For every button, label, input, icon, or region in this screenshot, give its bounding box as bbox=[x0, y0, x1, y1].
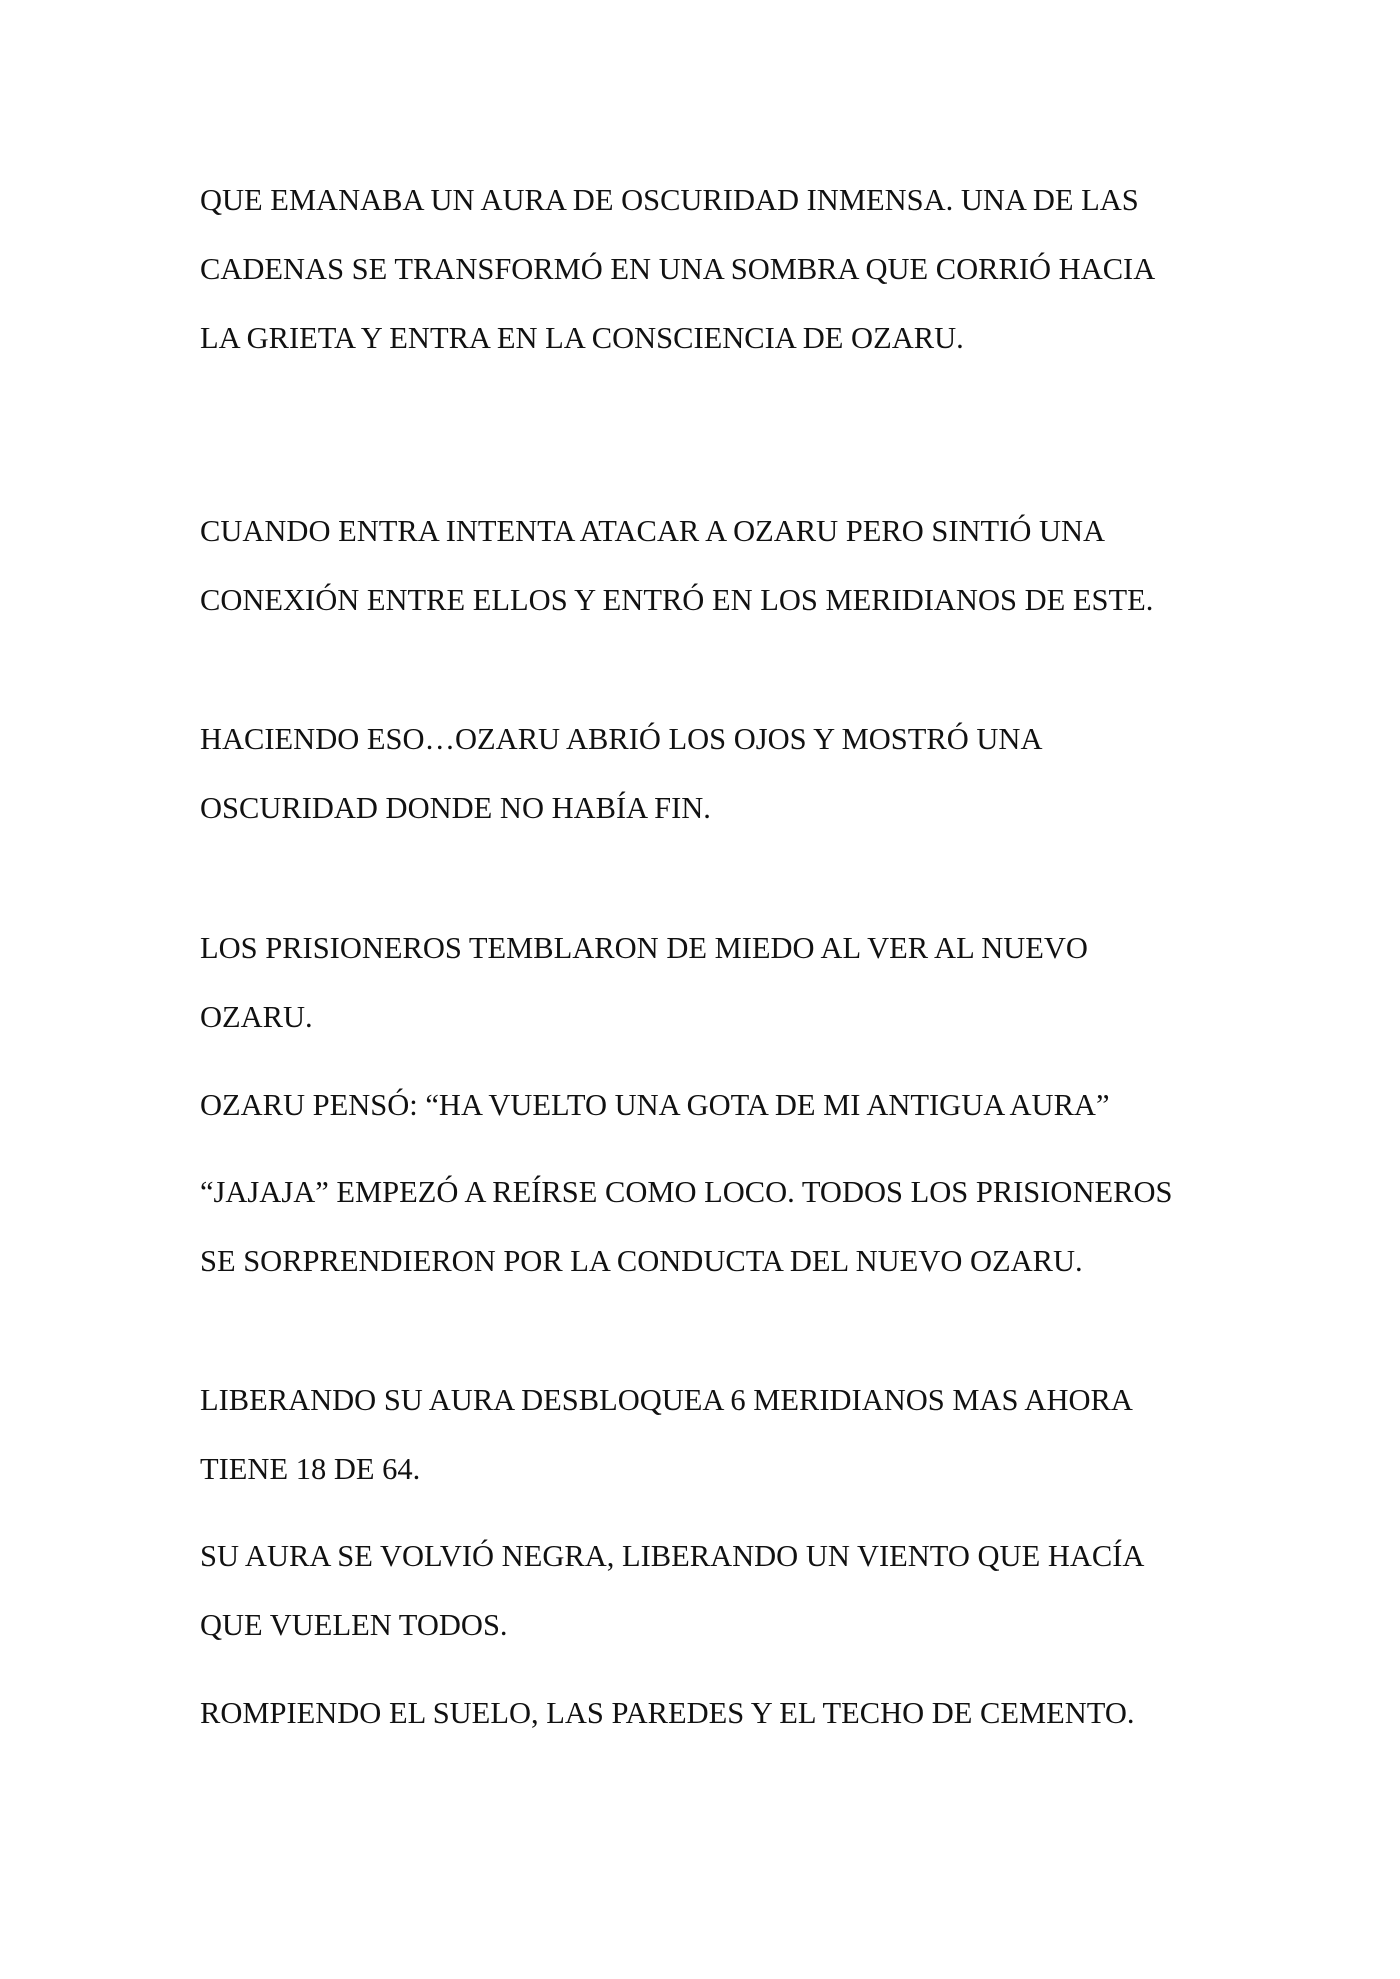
text-line-6: HACIENDO ESO…OZARU ABRIÓ LOS OJOS Y MOSTRÓ UNA bbox=[200, 722, 1043, 756]
text-line-10: OZARU PENSÓ: “HA VUELTO UNA GOTA DE MI ANTIGUA AURA” bbox=[200, 1088, 1110, 1122]
text-line-8: LOS PRISIONEROS TEMBLARON DE MIEDO AL VER AL NUEVO bbox=[200, 931, 1088, 965]
text-line-1: QUE EMANABA UN AURA DE OSCURIDAD INMENSA. UNA DE LAS bbox=[200, 183, 1139, 217]
text-line-7: OSCURIDAD DONDE NO HABÍA FIN. bbox=[200, 791, 711, 825]
text-line-16: QUE VUELEN TODOS. bbox=[200, 1608, 508, 1642]
text-line-14: TIENE 18 DE 64. bbox=[200, 1452, 421, 1486]
text-line-15: SU AURA SE VOLVIÓ NEGRA, LIBERANDO UN VIENTO QUE HACÍA bbox=[200, 1539, 1145, 1573]
text-line-17: ROMPIENDO EL SUELO, LAS PAREDES Y EL TECHO DE CEMENTO. bbox=[200, 1696, 1135, 1730]
text-line-12: SE SORPRENDIERON POR LA CONDUCTA DEL NUEVO OZARU. bbox=[200, 1244, 1083, 1278]
text-line-4: CUANDO ENTRA INTENTA ATACAR A OZARU PERO SINTIÓ UNA bbox=[200, 514, 1106, 548]
text-line-13: LIBERANDO SU AURA DESBLOQUEA 6 MERIDIANOS MAS AHORA bbox=[200, 1383, 1133, 1417]
text-line-3: LA GRIETA Y ENTRA EN LA CONSCIENCIA DE OZARU. bbox=[200, 321, 964, 355]
text-line-5: CONEXIÓN ENTRE ELLOS Y ENTRÓ EN LOS MERIDIANOS DE ESTE. bbox=[200, 583, 1154, 617]
text-line-2: CADENAS SE TRANSFORMÓ EN UNA SOMBRA QUE CORRIÓ HACIA bbox=[200, 252, 1156, 286]
text-line-11: “JAJAJA” EMPEZÓ A REÍRSE COMO LOCO. TODOS LOS PRISIONEROS bbox=[200, 1175, 1173, 1209]
text-line-9: OZARU. bbox=[200, 1000, 313, 1034]
